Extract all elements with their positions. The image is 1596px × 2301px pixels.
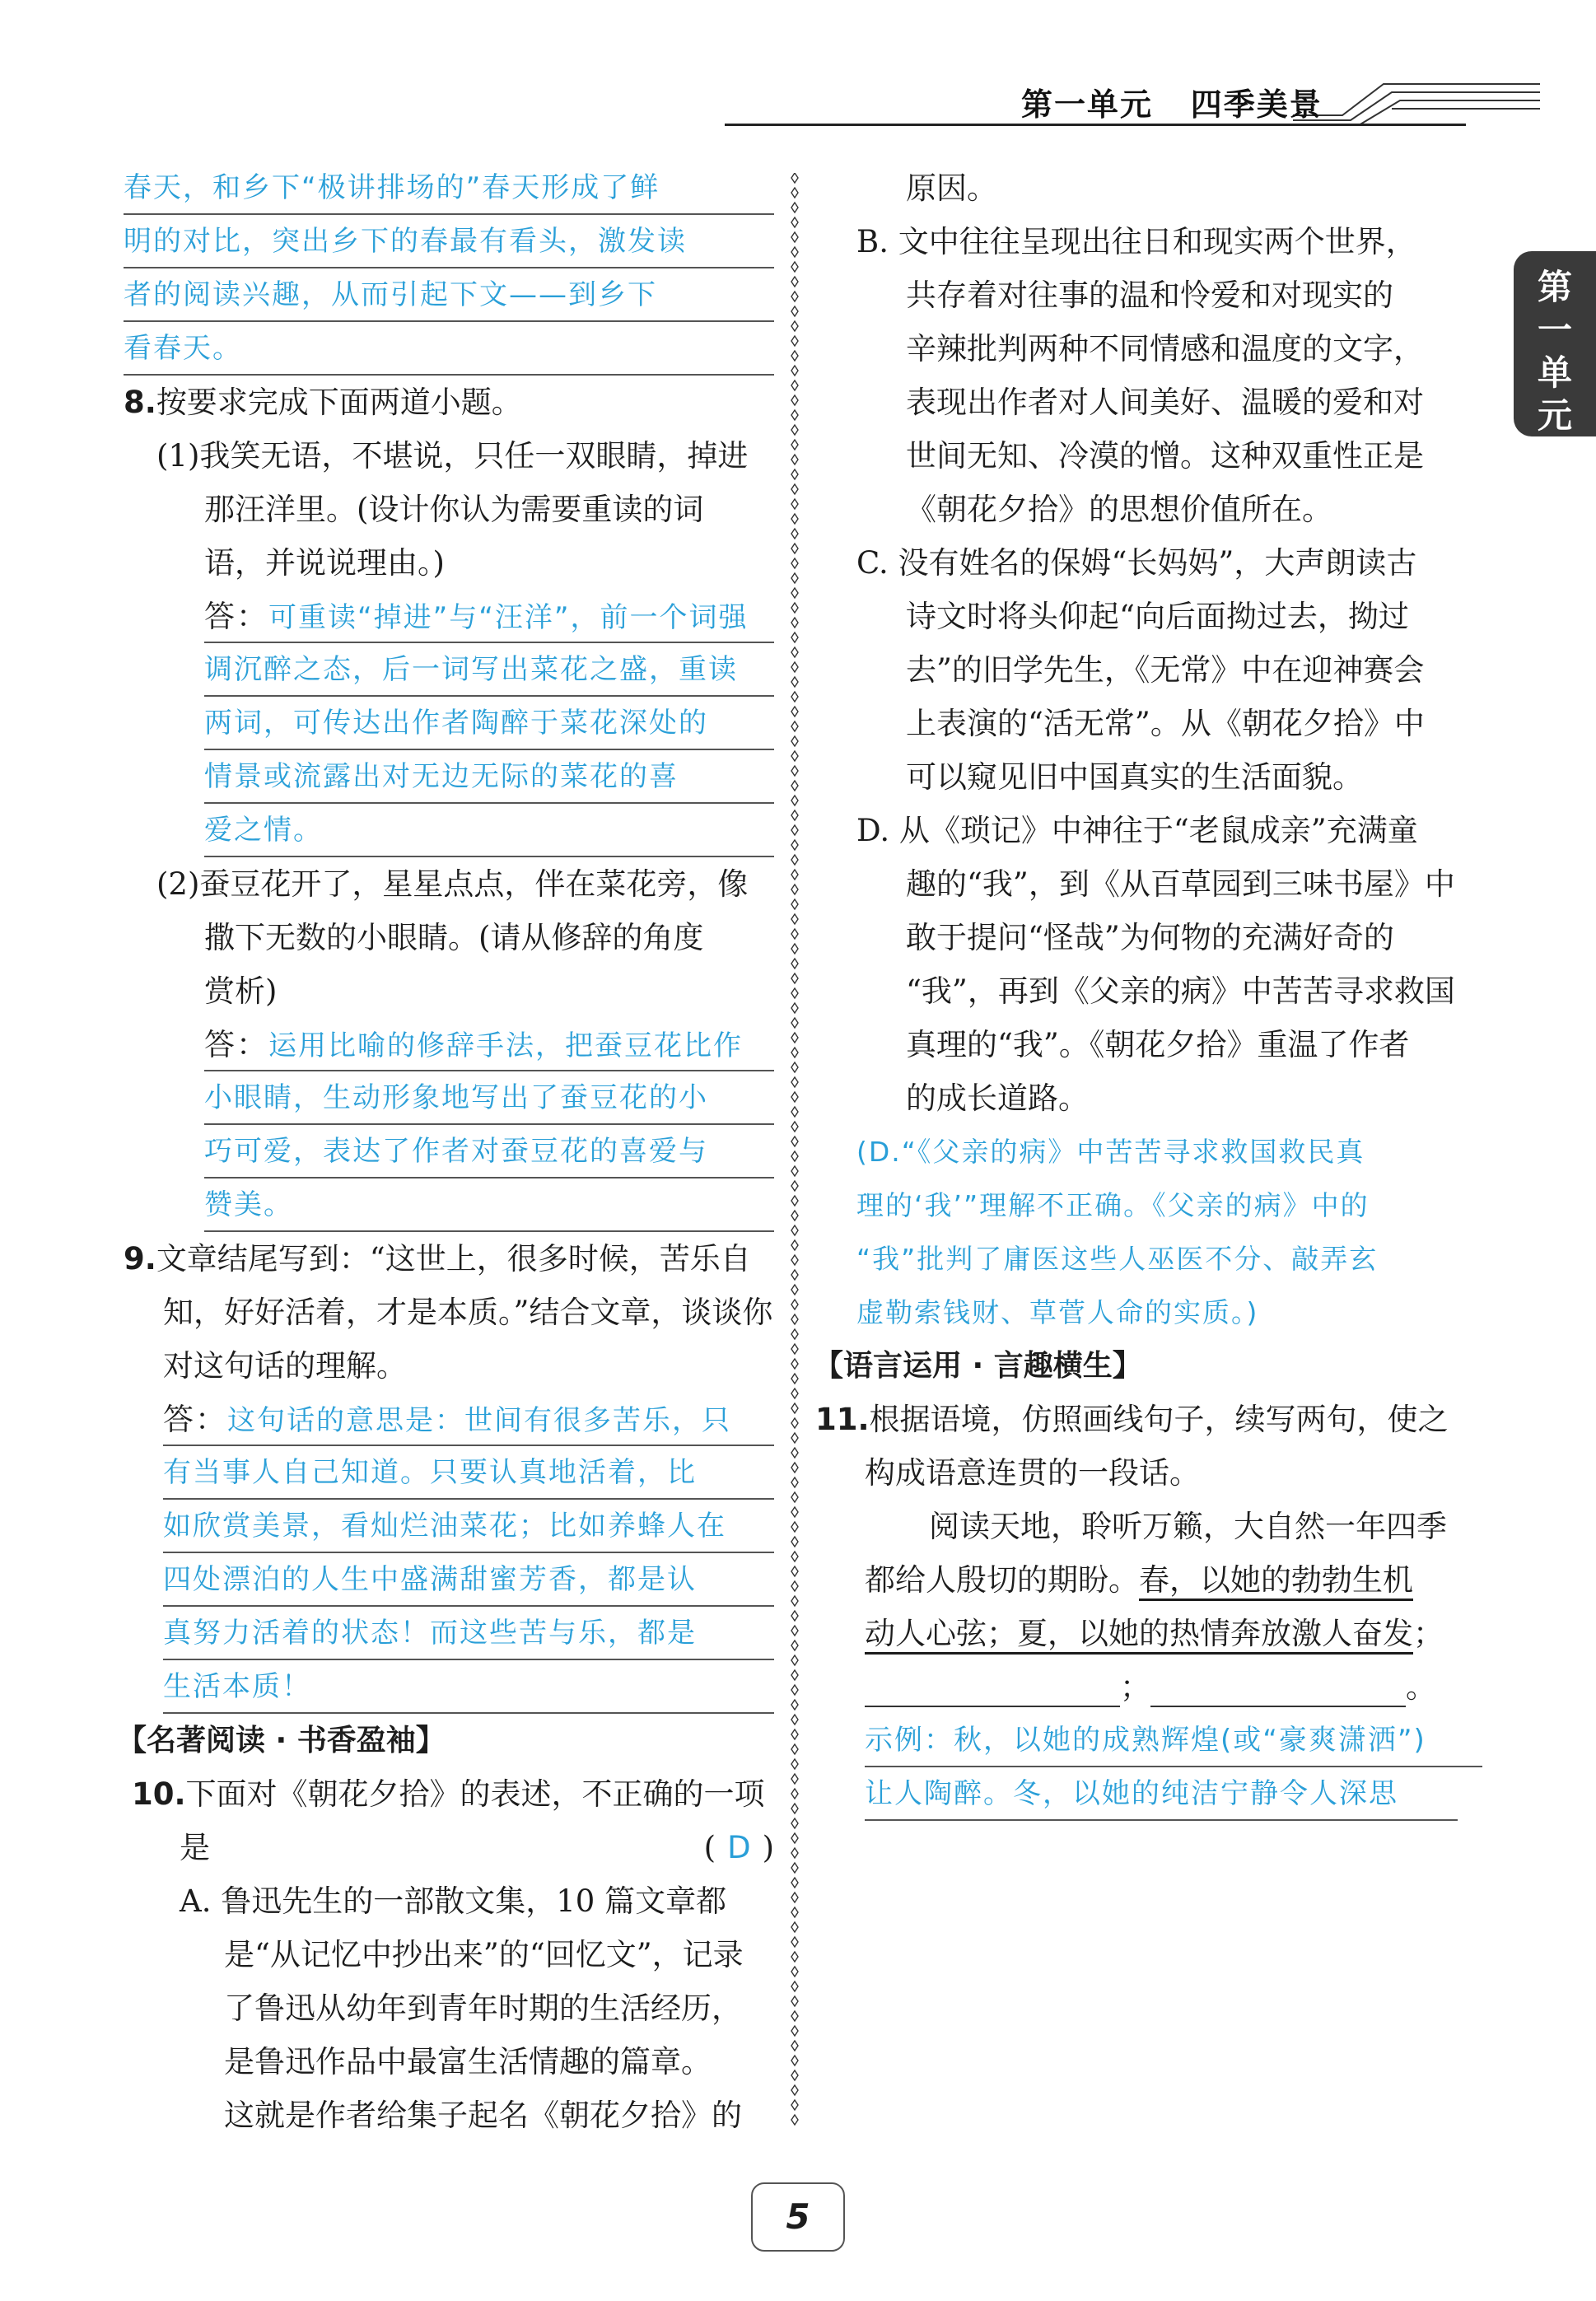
question-stem-line <box>124 1821 774 1874</box>
option-line: 是鲁迅作品中最富生活情趣的篇章。 <box>224 2044 712 2079</box>
handwritten-answer-line: 两词，可传达出作者陶醉于菜花深处的 <box>204 697 774 750</box>
handwritten-answer-line: 有当事人自己知道。只要认真地活着，比 <box>163 1446 774 1500</box>
question-10 <box>124 1767 774 1821</box>
option-line: 的成长道路。 <box>906 1080 1089 1116</box>
answer-label: 答： <box>163 1402 227 1437</box>
header-title <box>1021 79 1323 124</box>
side-tab-char: 单 <box>1537 352 1572 393</box>
option-line: 世间无知、冷漠的憎。这种双重性正是 <box>906 438 1424 474</box>
option-line: 可以窥见旧中国真实的生活面貌。 <box>906 759 1363 795</box>
subquestion-line: (1)我笑无语，不堪说，只任一双眼睛，掉进 <box>156 438 749 474</box>
subquestion-line: 赏析) <box>204 973 278 1009</box>
question-stem-tail: 是 <box>180 1830 210 1865</box>
option-line: 共存着对往事的温和怜爱和对现实的 <box>906 278 1393 313</box>
handwritten-answer-line: 巧可爱，表达了作者对蚕豆花的喜爱与 <box>204 1125 774 1179</box>
question-stem: 文章结尾写到：“这世上，很多时候，苦乐自 <box>156 1241 751 1277</box>
handwritten-note-line: 理的‘我’”理解不正确。《父亲的病》中的 <box>856 1189 1370 1221</box>
header-rule <box>725 124 1466 126</box>
blank-2 <box>1150 1673 1406 1707</box>
underlined-sentence: 动人心弦；夏，以她的热情奔放激人奋发 <box>865 1616 1413 1651</box>
option-line: 这就是作者给集子起名《朝花夕拾》的 <box>224 2098 742 2133</box>
passage-line <box>856 1607 1482 1660</box>
passage-line: 阅读天地，聆听万籁，大自然一年四季 <box>929 1509 1447 1544</box>
handwritten-answer-line: 四处漂泊的人生中盛满甜蜜芳香，都是认 <box>163 1553 774 1607</box>
option-line: 《朝花夕拾》的思想价值所在。 <box>906 492 1332 527</box>
question-stem-line: 知，好好活着，才是本质。”结合文章，谈谈你 <box>163 1295 773 1330</box>
handwritten-answer-line: 让人陶醉。冬，以她的纯洁宁静令人深思 <box>865 1767 1458 1821</box>
section-heading-language: 【语言运用 · 言趣横生】 <box>814 1349 1142 1383</box>
page-number: 5 <box>751 2182 845 2252</box>
question-number: 11. <box>815 1402 870 1437</box>
side-tab-char: 一 <box>1537 310 1572 350</box>
option-line: “我”，再到《父亲的病》中苦苦寻求救国 <box>906 973 1455 1009</box>
handwritten-answer-line: 明的对比，突出乡下的春最有看头，激发读 <box>124 215 774 268</box>
choice-answer: D <box>727 1830 751 1865</box>
subquestion-line: 撒下无数的小眼睛。(请从修辞的角度 <box>204 920 704 955</box>
option-line: 辛辣批判两种不同情感和温度的文字， <box>906 331 1424 366</box>
handwritten-note-line: (D.“《父亲的病》中苦苦寻求救国救民真 <box>856 1136 1365 1168</box>
option-line: A. 鲁迅先生的一部散文集，10 篇文章都 <box>180 1883 727 1919</box>
question-11 <box>815 1393 1482 1446</box>
header-unit: 第一单元 <box>1021 86 1154 123</box>
option-line: 原因。 <box>906 170 997 206</box>
question-stem: 按要求完成下面两道小题。 <box>156 385 522 420</box>
option-line: B. 文中往往呈现出往日和现实两个世界， <box>856 224 1416 259</box>
handwritten-answer-line: 春天，和乡下“极讲排场的”春天形成了鲜 <box>124 161 774 215</box>
question-stem-line: 构成语意连贯的一段话。 <box>865 1455 1200 1491</box>
answer-line <box>204 1018 774 1071</box>
handwritten-answer: 可重读“掉进”与“汪洋”，前一个词强 <box>268 601 749 634</box>
header-theme: 四季美景 <box>1190 86 1323 123</box>
passage-text: 都给人殷切的期盼。 <box>865 1562 1139 1598</box>
option-line: 敢于提问“怪哉”为何物的充满好奇的 <box>906 920 1394 955</box>
handwritten-answer-line: 赞美。 <box>204 1179 774 1232</box>
handwritten-answer-line: 看春天。 <box>124 322 774 376</box>
blank-1 <box>865 1673 1120 1707</box>
answer-label: 答： <box>204 1027 268 1062</box>
subquestion-line: 那汪洋里。(设计你认为需要重读的词 <box>204 492 704 527</box>
option-line: 是“从记忆中抄出来”的“回忆文”，记录 <box>224 1937 744 1972</box>
column-divider <box>788 173 801 2137</box>
question-8 <box>124 376 774 429</box>
handwritten-answer: 运用比喻的修辞手法，把蚕豆花比作 <box>268 1029 743 1062</box>
handwritten-answer-line: 示例：秋，以她的成熟辉煌(或“豪爽潇洒”) <box>865 1714 1482 1767</box>
fill-blank-line <box>856 1660 1482 1714</box>
header-decoration-icon <box>1293 54 1540 128</box>
option-line: 诗文时将头仰起“向后面拗过去，拗过 <box>906 599 1409 634</box>
option-line: C. 没有姓名的保姆“长妈妈”，大声朗读古 <box>856 545 1417 581</box>
answer-line <box>163 1393 774 1446</box>
handwritten-answer-line: 小眼睛，生动形象地写出了蚕豆花的小 <box>204 1071 774 1125</box>
passage-line <box>856 1553 1482 1607</box>
right-column <box>814 161 1482 1821</box>
passage-punct: ； <box>1413 1616 1444 1651</box>
option-line: 真理的“我”。《朝花夕拾》重温了作者 <box>906 1027 1410 1062</box>
option-line: 表现出作者对人间美好、温暖的爱和对 <box>906 385 1424 420</box>
handwritten-note-line: 虚勒索钱财、草菅人命的实质。) <box>856 1296 1259 1328</box>
option-line: 了鲁迅从幼年到青年时期的生活经历， <box>224 1991 742 2026</box>
side-tab-char: 元 <box>1537 395 1572 436</box>
question-number: 8. <box>124 385 156 420</box>
left-column <box>117 161 774 2142</box>
option-line: 上表演的“活无常”。从《朝花夕拾》中 <box>906 706 1425 741</box>
blank-period: 。 <box>1406 1669 1436 1705</box>
question-stem-line: 对这句话的理解。 <box>163 1348 407 1384</box>
handwritten-note-line: “我”批判了庸医这些人巫医不分、敲弄玄 <box>856 1243 1379 1275</box>
option-line: 去”的旧学先生，《无常》中在迎神赛会 <box>906 652 1425 688</box>
subquestion-line: 语，并说说理由。) <box>204 545 445 581</box>
subquestion-line: (2)蚕豆花开了，星星点点，伴在菜花旁，像 <box>156 866 749 902</box>
handwritten-answer-line: 情景或流露出对无边无际的菜花的喜 <box>204 750 774 804</box>
handwritten-answer-line: 者的阅读兴趣，从而引起下文——到乡下 <box>124 268 774 322</box>
unit-side-tab <box>1514 251 1596 436</box>
answer-line <box>204 590 774 643</box>
section-heading-reading: 【名著阅读 · 书香盈袖】 <box>117 1724 446 1757</box>
handwritten-answer-line: 生活本质！ <box>163 1660 774 1714</box>
option-line: D. 从《琐记》中神往于“老鼠成亲”充满童 <box>856 813 1418 848</box>
question-stem: 下面对《朝花夕拾》的表述，不正确的一项 <box>185 1776 765 1812</box>
running-header <box>716 49 1540 132</box>
blank-separator: ； <box>1120 1669 1150 1705</box>
answer-label: 答： <box>204 599 268 634</box>
option-line: 趣的“我”，到《从百草园到三味书屋》中 <box>906 866 1455 902</box>
underlined-sentence: 春，以她的勃勃生机 <box>1139 1562 1413 1598</box>
handwritten-answer-line: 如欣赏美景，看灿烂油菜花；比如养蜂人在 <box>163 1500 774 1553</box>
question-number: 9. <box>124 1241 156 1277</box>
question-number: 10. <box>132 1776 186 1812</box>
answer-bracket: ( D ) <box>703 1830 774 1865</box>
side-tab-char: 第 <box>1537 267 1572 307</box>
handwritten-answer-line: 调沉醉之态，后一词写出菜花之盛，重读 <box>204 643 774 697</box>
handwritten-answer-line: 爱之情。 <box>204 804 774 857</box>
question-stem: 根据语境，仿照画线句子，续写两句，使之 <box>869 1402 1449 1437</box>
question-9 <box>124 1232 774 1286</box>
handwritten-answer: 这句话的意思是：世间有很多苦乐，只 <box>227 1404 731 1437</box>
handwritten-answer-line: 真努力活着的状态！而这些苦与乐，都是 <box>163 1607 774 1660</box>
